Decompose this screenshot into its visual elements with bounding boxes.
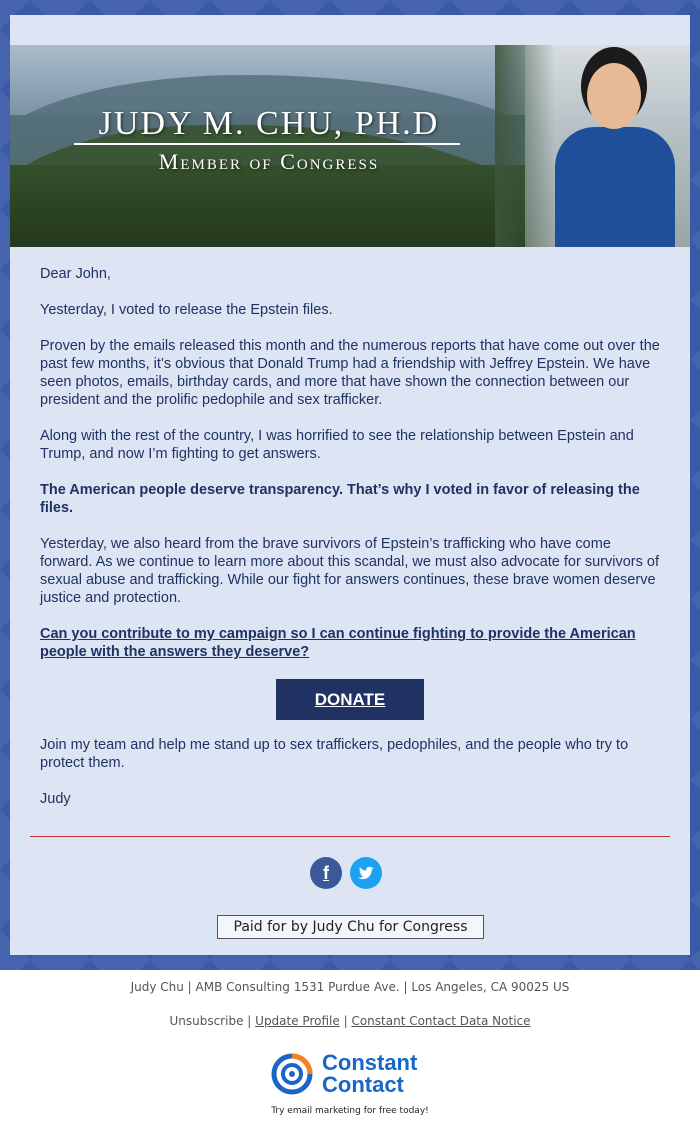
banner-trees	[10, 165, 530, 247]
social-links	[310, 857, 390, 891]
portrait-photo	[525, 45, 690, 247]
paragraph-2: Proven by the emails released this month and the numerous reports that have come out over the past few months, it’s obvious that Donald Trump had a friendship with Jeffrey Epstein. We have seen photos, emails, birthday cards, and more that have shown the connection between our president and the prolific pedophile and sex trafficker.	[40, 338, 660, 408]
cta-paragraph	[40, 625, 660, 661]
portrait-head	[587, 63, 641, 129]
photo-fade	[495, 45, 555, 247]
donate-wrap	[40, 679, 660, 720]
paragraph-6: Join my team and help me stand up to sex traffickers, pedophiles, and the people who try to protect them.	[40, 737, 629, 771]
paragraph-1: Yesterday, I voted to release the Epstein files.	[40, 302, 333, 318]
logo-line-1: Constant	[322, 1050, 418, 1075]
facebook-icon[interactable]: f	[310, 857, 342, 889]
sender-address: Judy Chu | AMB Consulting 1531 Purdue Ave. | Los Angeles, CA 90025 US	[130, 980, 570, 994]
twitter-bird-icon	[350, 857, 382, 889]
divider	[30, 836, 670, 837]
banner-rule	[74, 143, 460, 145]
update-profile-link[interactable]: Update Profile	[255, 1014, 340, 1028]
paragraph-5: Yesterday, we also heard from the brave survivors of Epstein’s trafficking who have come forward. As we continue to learn more about this scandal, we must also advocate for survivors of sexual abuse and trafficking. While our fight for answers continues, these brave women deserve justice and protection.	[40, 536, 659, 606]
email-footer	[0, 970, 700, 1129]
footer-links	[0, 1014, 700, 1028]
contribute-link[interactable]: Can you contribute to my campaign so I can continue fighting to provide the American people with the answers they deserve?	[40, 626, 636, 660]
banner-subtitle: Member of Congress	[158, 149, 380, 174]
paid-for-disclaimer: Paid for by Judy Chu for Congress	[217, 915, 484, 939]
banner-name: JUDY M. CHU, PH.D	[98, 105, 440, 142]
logo-wordmark	[322, 1052, 417, 1096]
constant-contact-logo[interactable]	[270, 1050, 440, 1100]
letter-body	[40, 265, 660, 826]
header-banner	[10, 45, 690, 247]
separator: |	[343, 1014, 348, 1028]
signature: Judy	[40, 791, 71, 807]
paragraph-3: Along with the rest of the country, I was horrified to see the relationship between Epstein and Trump, and now I’m fighting to get answers.	[40, 428, 634, 462]
unsubscribe-link[interactable]: Unsubscribe	[169, 1014, 244, 1028]
separator: |	[247, 1014, 252, 1028]
constant-contact-mark-icon	[270, 1052, 314, 1096]
logo-tagline: Try email marketing for free today!	[271, 1106, 429, 1116]
donate-button[interactable]: DONATE	[276, 679, 424, 720]
data-notice-link[interactable]: Constant Contact Data Notice	[351, 1014, 531, 1028]
twitter-icon[interactable]	[350, 857, 382, 889]
paragraph-4-bold: The American people deserve transparency. That’s why I voted in favor of releasing the files.	[40, 482, 640, 516]
greeting: Dear John,	[40, 266, 111, 282]
portrait-body	[555, 127, 675, 247]
email-card	[10, 15, 690, 955]
logo-line-2: Contact	[322, 1072, 404, 1097]
